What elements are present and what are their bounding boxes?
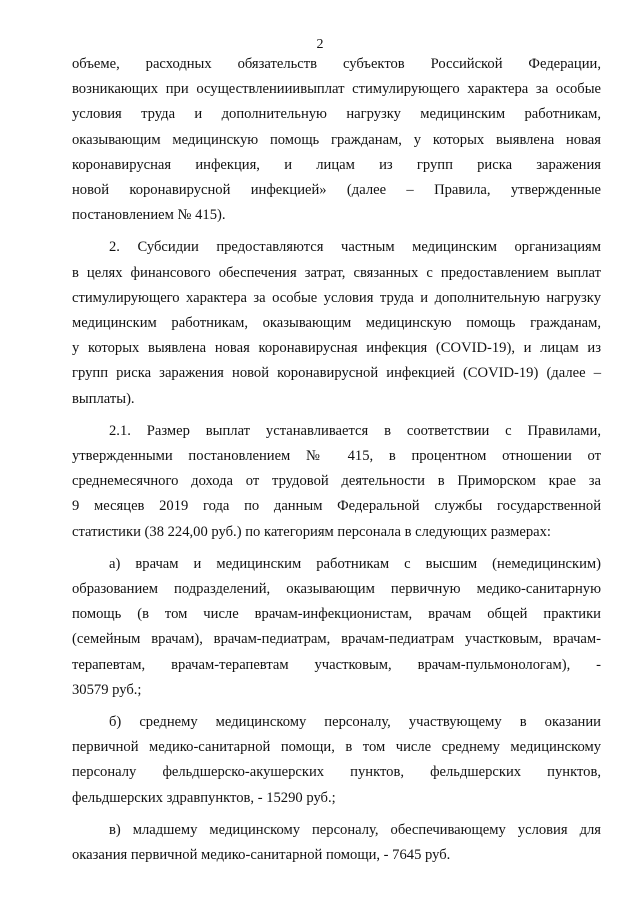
text-line: б) среднему медицинскому персоналу, участвующему в оказании (109, 714, 601, 731)
paragraph-item-a (72, 552, 601, 703)
paragraph-item-2-1 (72, 419, 601, 545)
text-line: оказывающим медицинскую помощь гражданам, у которых выявлена новая (72, 131, 601, 148)
paragraph-item-v (72, 818, 601, 868)
text-line: 2.1. Размер выплат устанавливается в соответствии с Правилами, (109, 422, 601, 439)
page-number: 2 (316, 37, 324, 52)
text-line: утвержденными постановлением № 415, в процентном отношении от (72, 448, 601, 465)
document-body (72, 52, 601, 875)
text-line: помощь (в том числе врачам-инфекционистам, врачам общей практики (72, 606, 601, 623)
text-line: статистики (38 224,00 руб.) по категориям персонала в следующих размерах: (72, 523, 551, 540)
paragraph-item-2 (72, 235, 601, 411)
text-line: оказания первичной медико-санитарной помощи, - 7645 руб. (72, 847, 451, 864)
paragraph-item-b (72, 710, 601, 811)
text-line: в целях финансового обеспечения затрат, связанных с предоставлением выплат (72, 264, 601, 281)
paragraph-definition-continuation (72, 52, 601, 228)
text-line: персоналу фельдшерско-акушерских пунктов, фельдшерских пунктов, (72, 764, 601, 781)
text-line: объеме, расходных обязательств субъектов Российской Федерации, (72, 56, 601, 72)
text-line: выплаты). (72, 390, 135, 407)
text-line: 9 месяцев 2019 года по данным Федеральной службы государственной (72, 498, 601, 515)
text-line: групп риска заражения новой коронавирусной инфекцией (COVID-19) (далее – (72, 365, 601, 382)
text-line: фельдшерских здравпунктов, - 15290 руб.; (72, 789, 336, 806)
text-line: образованием подразделений, оказывающим первичную медико-санитарную (72, 581, 601, 598)
text-line: у которых выявлена новая коронавирусная инфекция (COVID-19), и лицам из (72, 340, 601, 357)
text-line: 30579 руб.; (72, 681, 142, 698)
text-line: медицинским работникам, оказывающим медицинскую помощь гражданам, (72, 315, 601, 332)
text-line: новой коронавирусной инфекцией» (далее – Правила, утвержденные (72, 182, 601, 199)
text-line: терапевтам, врачам-терапевтам участковым, врачам-пульмонологам), - (72, 656, 601, 673)
text-line: условия труда и дополнительную нагрузку медицинским работникам, (72, 106, 601, 123)
text-line: постановлением № 415). (72, 207, 226, 224)
text-line: первичной медико-санитарной помощи, в том числе среднему медицинскому (72, 739, 601, 756)
text-line: 2. Субсидии предоставляются частным медицинским организациям (109, 239, 601, 256)
text-line: а) врачам и медицинским работникам с высшим (немедицинским) (109, 555, 601, 572)
text-line: среднемесячного дохода от трудовой деятельности в Приморском крае за (72, 473, 601, 490)
text-line: коронавирусная инфекция, и лицам из групп риска заражения (72, 156, 601, 173)
text-line: (семейным врачам), врачам-педиатрам, врачам-педиатрам участковым, врачам- (72, 631, 601, 648)
text-line: в) младшему медицинскому персоналу, обеспечивающему условия для (109, 821, 601, 838)
text-line: стимулирующего характера за особые условия труда и дополнительную нагрузку (72, 289, 601, 306)
text-line: возникающих при осуществленииивыплат стимулирующего характера за особые (72, 81, 601, 98)
